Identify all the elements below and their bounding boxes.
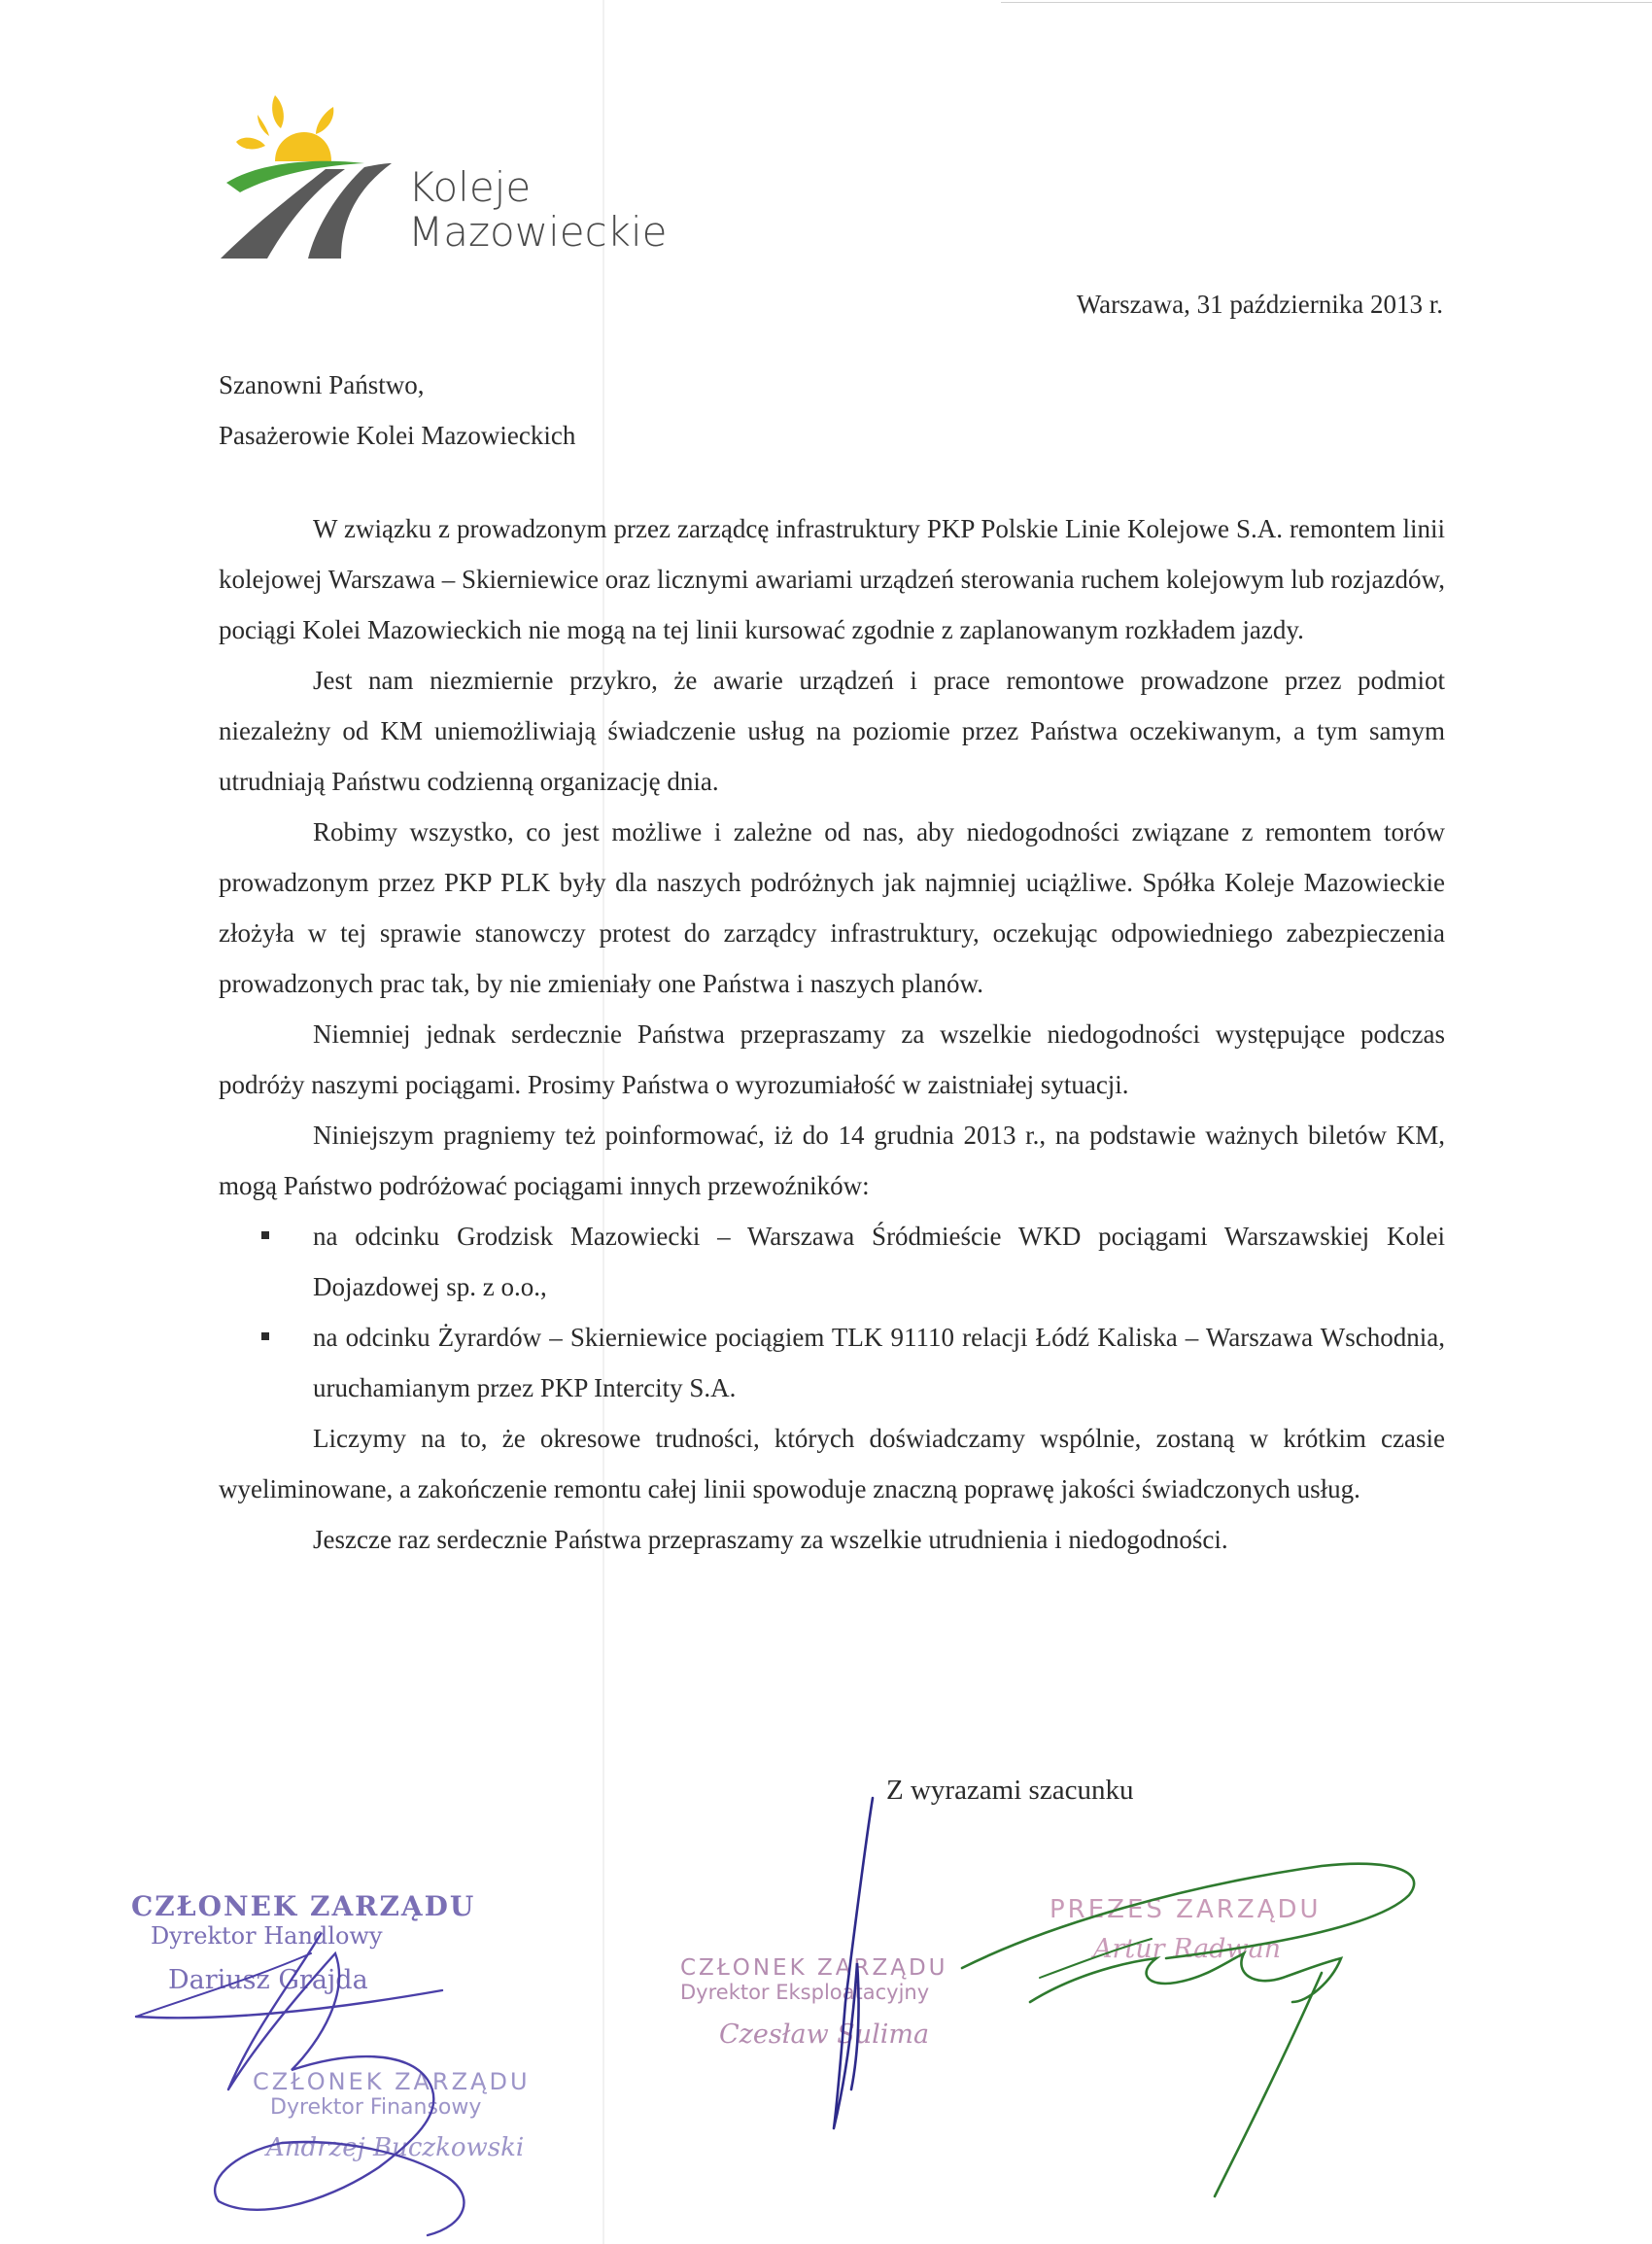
paragraph: W związku z prowadzonym przez zarządcę infrastruktury PKP Polskie Linie Kolejowe S.A. remontem linii kolejowej Warszawa – Skierniewice oraz licznymi awariami urządzeń sterowania ruchem kolejowym lub rozjazdów, pociągi Kolei Mazowieckich nie mogą na tej linii kursować zgodnie z zaplanowanym rozkładem jazdy. <box>219 514 1445 644</box>
list-item-text: na odcinku Żyrardów – Skierniewice pociągiem TLK 91110 relacji Łódź Kaliska – Warszawa Wschodnia, uruchamianym przez PKP Intercity S.A. <box>313 1323 1445 1402</box>
salutation-line-2: Pasażerowie Kolei Mazowieckich <box>219 421 576 450</box>
koleje-mazowieckie-logo-icon <box>219 86 413 270</box>
stamp-role: Dyrektor Handlowy <box>151 1922 383 1950</box>
letter-body <box>219 503 1445 1565</box>
paragraph: Robimy wszystko, co jest możliwe i zależne od nas, aby niedogodności związane z remontem torów prowadzonym przez PKP PLK były dla naszych podróżnych jak najmniej uciążliwe. Spółka Koleje Mazowieckie złożyła w tej sprawie stanowczy protest do zarządcy infrastruktury, oczekując odpowiedniego zabezpieczenia prowadzonych prac tak, by nie zmieniały one Państwa i naszych planów. <box>219 817 1445 998</box>
stamp-title: PREZES ZARZĄDU <box>1050 1895 1322 1924</box>
logo-wordmark <box>408 165 668 255</box>
stamp-president <box>1050 1895 1322 1964</box>
bullet-icon <box>261 1332 269 1340</box>
paragraph: Jest nam niezmiernie przykro, że awarie urządzeń i prace remontowe prowadzone przez podmiot niezależny od KM uniemożliwiają świadczenie usług na poziomie przez Państwa oczekiwanym, a tym samym utrudniają Państwu codzienną organizację dnia. <box>219 666 1445 796</box>
stamp-financial-director <box>253 2068 531 2162</box>
paragraph: Niemniej jednak serdecznie Państwa przepraszamy za wszelkie niedogodności występujące podczas podróży naszymi pociągami. Prosimy Państwa o wyrozumiałość w zaistniałej sytuacji. <box>219 1019 1445 1099</box>
stamp-title: CZŁONEK ZARZĄDU <box>131 1890 476 1922</box>
letter-date: Warszawa, 31 października 2013 r. <box>1076 290 1443 319</box>
logo-line-2: Mazowieckie <box>408 208 668 256</box>
salutation-line-1: Szanowni Państwo, <box>219 370 425 399</box>
logo-line-1: Koleje <box>408 163 532 211</box>
salutation <box>219 360 575 461</box>
list-item <box>219 1211 1445 1312</box>
stamp-name: Dariusz Grajda <box>168 1965 368 1995</box>
closing-phrase: Z wyrazami szacunku <box>886 1775 1134 1806</box>
paragraph: Jeszcze raz serdecznie Państwa przepraszamy za wszelkie utrudnienia i niedogodności. <box>313 1525 1228 1554</box>
stamp-name: Andrzej Buczkowski <box>266 2133 525 2162</box>
paragraph: Liczymy na to, że okresowe trudności, których doświadczamy wspólnie, zostaną w krótkim czasie wyeliminowane, a zakończenie remontu całej linii spowoduje znaczną poprawę jakości świadczonych usług. <box>219 1424 1445 1503</box>
stamp-operations-director <box>680 1955 947 2050</box>
company-logo <box>219 86 705 280</box>
stamp-role: Dyrektor Finansowy <box>270 2095 482 2120</box>
stamp-role: Dyrektor Eksploatacyjny <box>680 1981 930 2004</box>
stamp-title: CZŁONEK ZARZĄDU <box>680 1955 948 1981</box>
list-item-text: na odcinku Grodzisk Mazowiecki – Warszawa Śródmieście WKD pociągami Warszawskiej Kolei Dojazdowej sp. z o.o., <box>313 1222 1445 1301</box>
bullet-icon <box>261 1231 269 1239</box>
list-item <box>219 1312 1445 1413</box>
scan-edge-line <box>1001 2 1652 3</box>
stamp-name: Artur Radwan <box>1093 1934 1282 1964</box>
carrier-list <box>219 1211 1445 1413</box>
stamp-title: CZŁONEK ZARZĄDU <box>253 2068 531 2095</box>
stamp-name: Czesław Sulima <box>719 2020 930 2050</box>
stamp-commercial-director <box>131 1890 475 1995</box>
paragraph: Niniejszym pragniemy też poinformować, iż do 14 grudnia 2013 r., na podstawie ważnych biletów KM, mogą Państwo podróżować pociągami innych przewoźników: <box>219 1121 1445 1200</box>
